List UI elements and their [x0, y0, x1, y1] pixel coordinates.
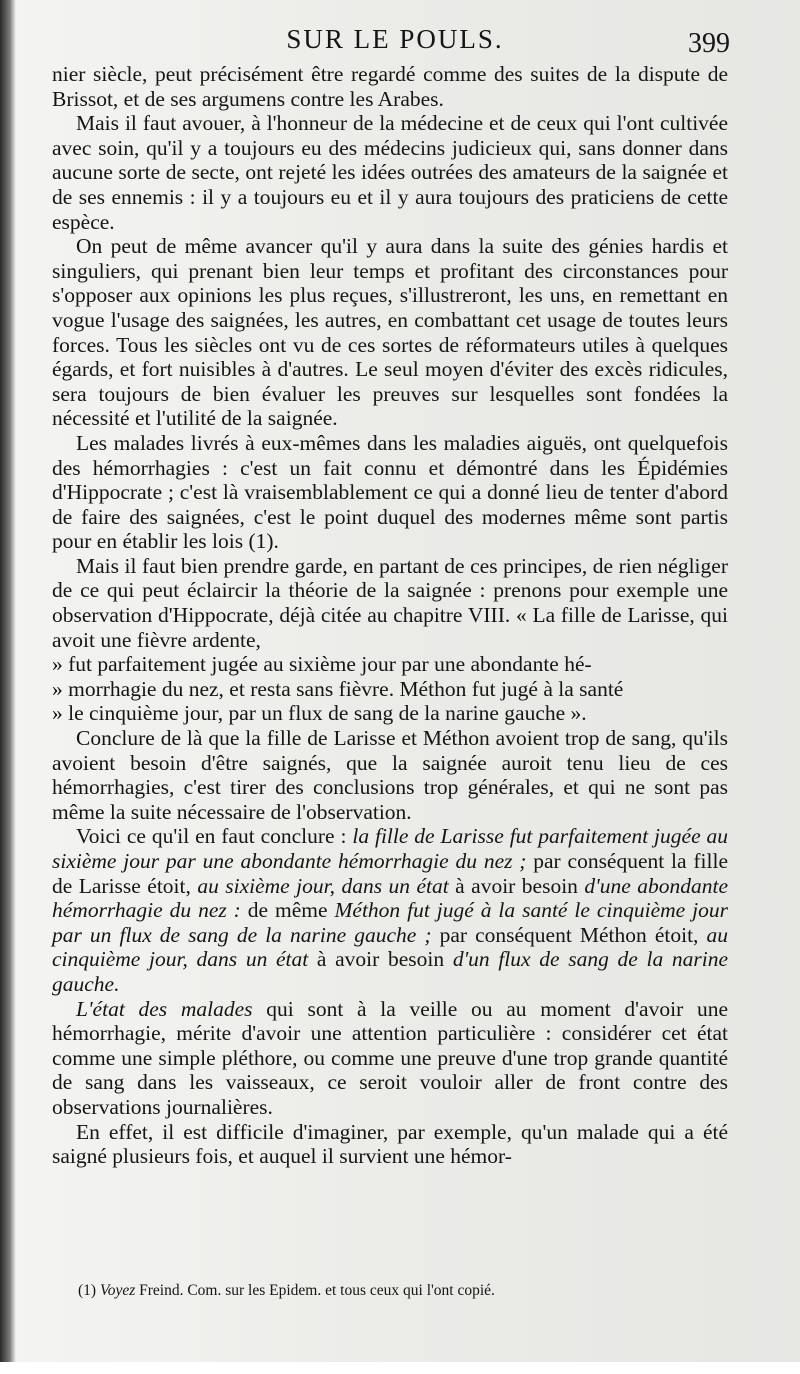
p7-text-g: de même — [240, 898, 335, 923]
page-number: 399 — [688, 28, 730, 59]
footnote-text: Freind. Com. sur les Epidem. et tous ceux qui l'ont copié. — [135, 1282, 495, 1299]
page-bottom-margin — [0, 1362, 800, 1374]
p8-text-b: qui sont à la veille ou au moment d'avoir une hémorrhagie, mérite d'avoir une attention particulière : considérer cet état comme une simple pléthore, ou comme une preuve d'une trop grande quantité de sang dans les vaisseaux, ce seroit vouloir aller de front contre des observations journalières. — [52, 996, 728, 1119]
page-header — [60, 22, 730, 66]
quote-line-1: » fut parfaitement jugée au sixième jour par une abondante hé- — [52, 652, 592, 677]
binding-shadow — [0, 0, 16, 1374]
paragraph-5-intro: Mais il faut bien prendre garde, en partant de ces principes, de rien négliger de ce qui peut éclaircir la théorie de la saignée : prenons pour exemple une observation d'Hippocrate, déjà citée au chapitre VIII. « La fille de Larisse, qui avoit une fièvre ardente, — [52, 553, 728, 652]
paragraph-8 — [52, 997, 728, 1120]
p7-text-c: par conséquent la fille de Larisse étoit, — [52, 849, 728, 898]
body-text — [52, 62, 728, 1169]
paragraph-4: Les malades livrés à eux-mêmes dans les maladies aiguës, ont quelquefois des hémorrhagies : c'est un fait connu et démontré dans les Épidémies d'Hippocrate ; c'est là vraisemblablement ce qui a donné lieu de tenter d'abord de faire des saignées, c'est le point duquel des modernes même sont partis pour en établir les lois (1). — [52, 430, 728, 554]
p7-text-i: par conséquent Méthon étoit, — [431, 922, 707, 947]
quote-line-3: » le cinquième jour, par un flux de sang de la narine gauche ». — [52, 701, 587, 726]
running-head: SUR LE POULS. — [286, 24, 504, 54]
paragraph-9: En effet, il est difficile d'imaginer, par exemple, qu'un malade qui a été saigné plusieurs fois, et auquel il survient une hémor- — [52, 1119, 728, 1169]
p7-italic-f: d'une abondante hémorrhagie du nez : — [52, 873, 728, 923]
paragraph-6: Conclure de là que la fille de Larisse et Méthon avoient trop de sang, qu'ils avoient besoin d'être saignés, que la saignée auroit tenu lieu de ces hémorrhagies, c'est tirer des conclusions trop générales, et qui ne sont pas même la suite nécessaire de l'observation. — [52, 726, 728, 824]
paragraph-2: Mais il faut avouer, à l'honneur de la médecine et de ceux qui l'ont cultivée avec soin, qu'il y a toujours eu des médecins judicieux qui, sans donner dans aucune sorte de secte, ont rejeté les idées outrées des amateurs de la saignée et de ses ennemis : il y a toujours eu et il y aura toujours des praticiens de cette espèce. — [52, 111, 728, 234]
footnote-marker: (1) — [78, 1282, 100, 1299]
p7-italic-l: d'un flux de sang de la narine gauche. — [52, 947, 729, 996]
p7-italic-d: au sixième jour, dans un état — [197, 873, 449, 898]
footnote — [78, 1282, 718, 1300]
p7-text-k: à avoir besoin — [308, 947, 453, 972]
quote-line-2: » morrhagie du nez, et resta sans fièvre. Méthon fut jugé à la santé — [52, 676, 624, 701]
p8-italic-a: L'état des malades — [76, 996, 253, 1021]
paragraph-7 — [52, 824, 728, 996]
paragraph-5 — [52, 554, 728, 652]
paragraph-3: On peut de même avancer qu'il y aura dans la suite des génies hardis et singuliers, qui prenant bien leur temps et profitant des circonstances pour s'opposer aux opinions les plus reçues, s'illustreront, les uns, en remettant en vogue l'usage des saignées, les autres, en combattant cet usage de toutes leurs forces. Tous les siècles ont vu de ces sortes de réformateurs utiles à quelques égards, et fort nuisibles à d'autres. Le seul moyen d'éviter des excès ridicules, sera toujours de bien évaluer les preuves sur lesquelles sont fondées la nécessité et l'utilité de la saignée. — [52, 234, 728, 431]
p7-italic-b: la fille de Larisse fut parfaitement jugée au sixième jour par une abondante hémorrhagie du nez ; — [52, 824, 729, 873]
p7-text-e: à avoir besoin — [448, 873, 585, 898]
p7-italic-j: au cinquième jour, dans un état — [52, 922, 728, 972]
paragraph-1: nier siècle, peut précisément être regardé comme des suites de la dispute de Brissot, et de ses argumens contre les Arabes. — [52, 62, 728, 111]
footnote-voyez: Voyez — [99, 1282, 136, 1299]
p7-italic-h: Méthon fut jugé à la santé le cinquième jour par un flux de sang de la narine gauche ; — [52, 898, 728, 947]
p7-text-a: Voici ce qu'il en faut conclure : — [76, 824, 353, 849]
